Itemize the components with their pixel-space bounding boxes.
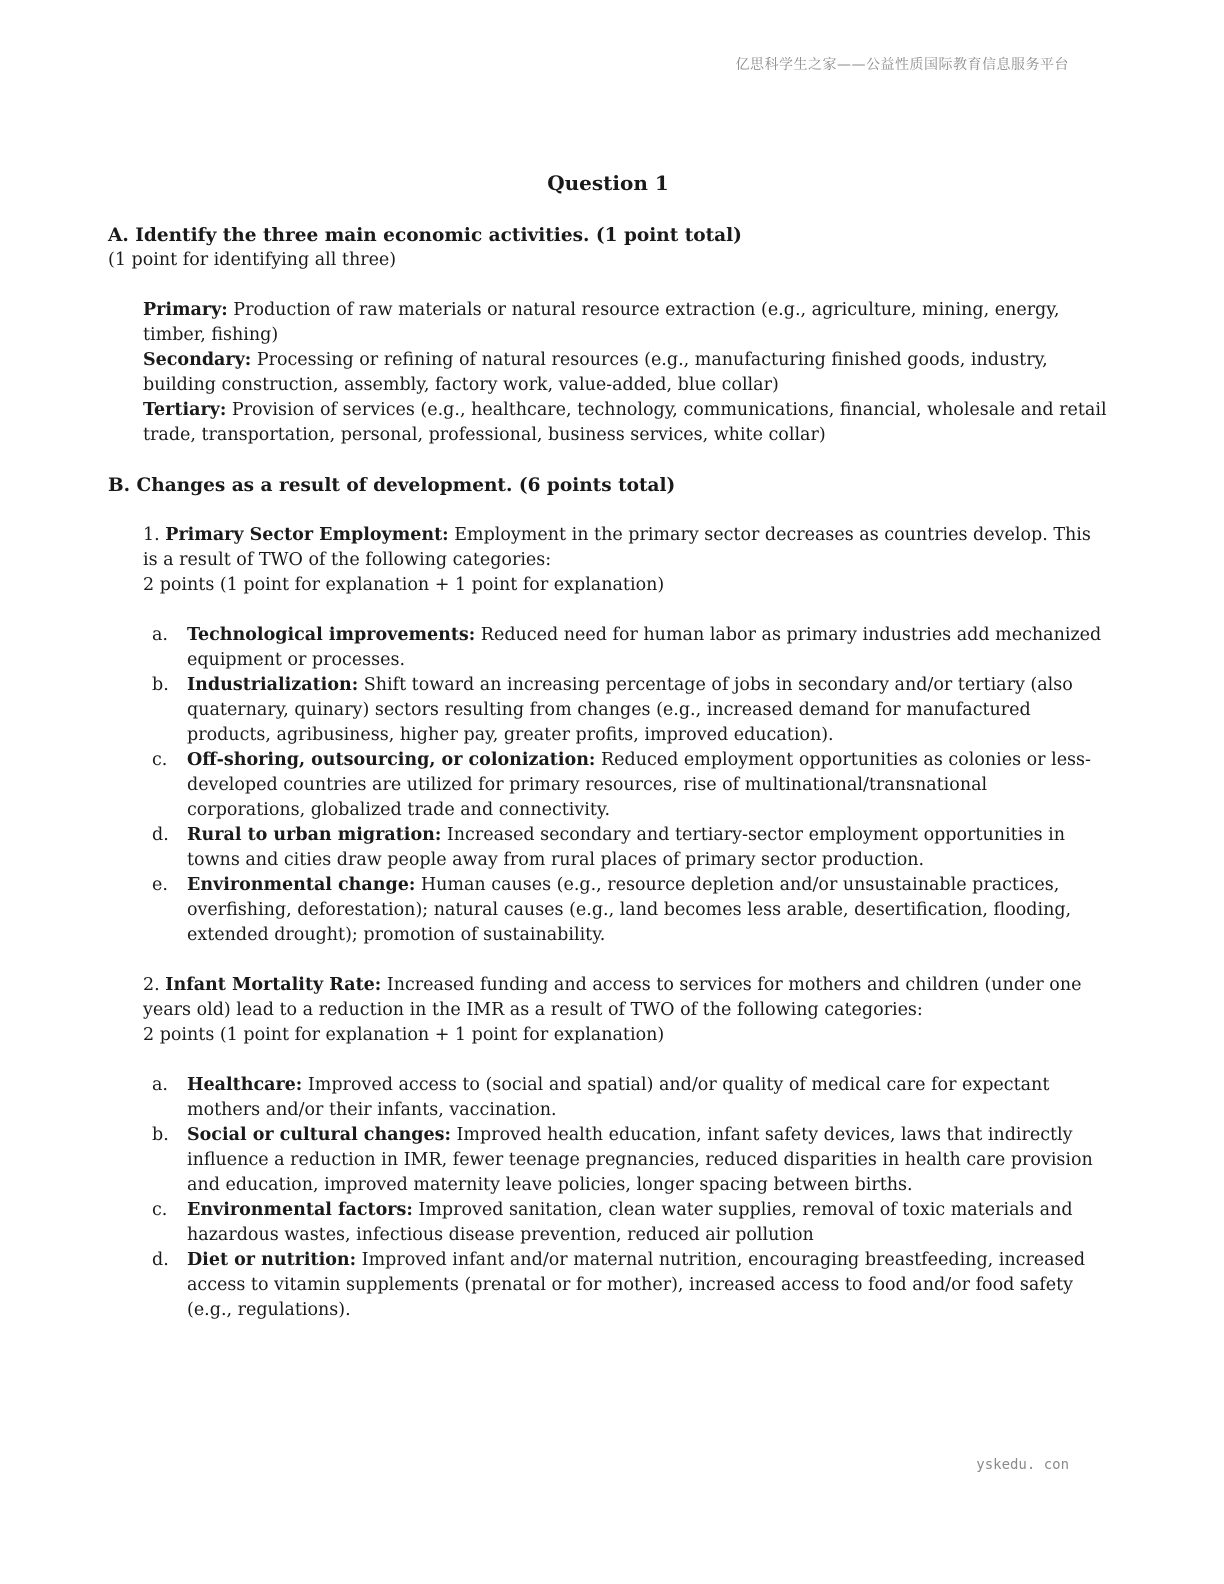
part-b-heading: B. Changes as a result of development. (6 points total) — [108, 475, 676, 496]
section-points: 2 points (1 point for explanation + 1 point for explanation) — [143, 1025, 665, 1045]
list-term: Environmental change: — [187, 875, 416, 895]
definition-tertiary — [143, 398, 1108, 448]
section-points: 2 points (1 point for explanation + 1 point for explanation) — [143, 575, 665, 595]
list-text: Improved infant and/or maternal nutrition, encouraging breastfeeding, increased access to vitamin supplements (prenatal or for mother), increased access to food and/or food safety (e.g., regulations). — [187, 1250, 1086, 1320]
definition-text: Processing or refining of natural resources (e.g., manufacturing finished goods, industry, building construction, assembly, factory work, value-added, blue collar) — [143, 350, 1048, 395]
list-term: Rural to urban migration: — [187, 825, 442, 845]
list-marker: d. — [152, 825, 169, 845]
list-term: Diet or nutrition: — [187, 1250, 357, 1270]
list-term: Environmental factors: — [187, 1200, 413, 1220]
list-item — [143, 748, 1108, 823]
definition-primary — [143, 298, 1108, 348]
list-marker: b. — [152, 675, 169, 695]
list-text: Reduced need for human labor as primary industries add mechanized equipment or processes. — [187, 625, 1102, 670]
list-term: Social or cultural changes: — [187, 1125, 451, 1145]
list-text: Improved health education, infant safety devices, laws that indirectly influence a reduction in IMR, fewer teenage pregnancies, reduced disparities in health care provision and education, improved maternity leave policies, longer spacing between births. — [187, 1125, 1093, 1195]
part-a-note: (1 point for identifying all three) — [108, 250, 397, 270]
list-marker: a. — [152, 625, 168, 645]
list-term: Industrialization: — [187, 675, 359, 695]
page-header: 亿思科学生之家——公益性质国际教育信息服务平台 — [735, 57, 1069, 73]
list-text: Improved sanitation, clean water supplies, removal of toxic materials and hazardous wastes, infectious disease prevention, reduced air pollution — [187, 1200, 1073, 1245]
definition-term: Primary: — [143, 300, 228, 320]
section-infant-mortality — [108, 973, 1108, 1048]
list-text: Reduced employment opportunities as colonies or less-developed countries are utilized for primary resources, rise of multinational/transnational corporations, globalized trade and connectivity. — [187, 750, 1091, 820]
list-marker: a. — [152, 1075, 168, 1095]
definition-secondary — [143, 348, 1108, 398]
section-text: Increased funding and access to services for mothers and children (under one years old) lead to a reduction in the IMR as a result of TWO of the following categories: — [143, 975, 1082, 1020]
list-term: Technological improvements: — [187, 625, 476, 645]
list-term: Off-shoring, outsourcing, or colonization: — [187, 750, 596, 770]
section-primary-employment — [108, 523, 1108, 598]
section-text: Employment in the primary sector decreases as countries develop. This is a result of TWO of the following categories: — [143, 525, 1091, 570]
definition-text: Provision of services (e.g., healthcare, technology, communications, financial, wholesale and retail trade, transportation, personal, professional, business services, white collar) — [143, 400, 1107, 445]
section-intro — [143, 523, 1108, 573]
document-body — [108, 168, 1108, 1323]
primary-employment-list — [108, 623, 1108, 948]
section-number: 2. — [143, 975, 160, 995]
list-text: Improved access to (social and spatial) and/or quality of medical care for expectant mothers and/or their infants, vaccination. — [187, 1075, 1050, 1120]
list-marker: c. — [152, 750, 168, 770]
list-item — [143, 623, 1108, 673]
list-item — [143, 1073, 1108, 1123]
definition-term: Tertiary: — [143, 400, 227, 420]
list-item — [143, 1248, 1108, 1323]
list-marker: d. — [152, 1250, 169, 1270]
definition-text: Production of raw materials or natural resource extraction (e.g., agriculture, mining, energy, timber, fishing) — [143, 300, 1060, 345]
part-a-definitions — [108, 298, 1108, 448]
section-number: 1. — [143, 525, 160, 545]
section-term: Infant Mortality Rate: — [165, 975, 382, 995]
list-term: Healthcare: — [187, 1075, 303, 1095]
list-item — [143, 673, 1108, 748]
list-item — [143, 823, 1108, 873]
list-marker: e. — [152, 875, 168, 895]
list-text: Increased secondary and tertiary-sector employment opportunities in towns and cities draw people away from rural places of primary sector production. — [187, 825, 1065, 870]
list-item — [143, 1123, 1108, 1198]
section-intro — [143, 973, 1108, 1023]
part-a-heading: A. Identify the three main economic activities. (1 point total) — [108, 225, 742, 246]
list-item — [143, 1198, 1108, 1248]
definition-term: Secondary: — [143, 350, 252, 370]
page-footer: yskedu. con — [976, 1457, 1069, 1473]
list-item — [143, 873, 1108, 948]
list-marker: c. — [152, 1200, 168, 1220]
list-text: Human causes (e.g., resource depletion and/or unsustainable practices, overfishing, deforestation); natural causes (e.g., land becomes less arable, desertification, flooding, extended drought); promotion of sustainability. — [187, 875, 1072, 945]
page-title: Question 1 — [547, 171, 669, 195]
infant-mortality-list — [108, 1073, 1108, 1323]
list-text: Shift toward an increasing percentage of jobs in secondary and/or tertiary (also quaternary, quinary) sectors resulting from changes (e.g., increased demand for manufactured products, agribusiness, higher pay, greater profits, improved education). — [187, 675, 1073, 745]
section-term: Primary Sector Employment: — [165, 525, 449, 545]
list-marker: b. — [152, 1125, 169, 1145]
